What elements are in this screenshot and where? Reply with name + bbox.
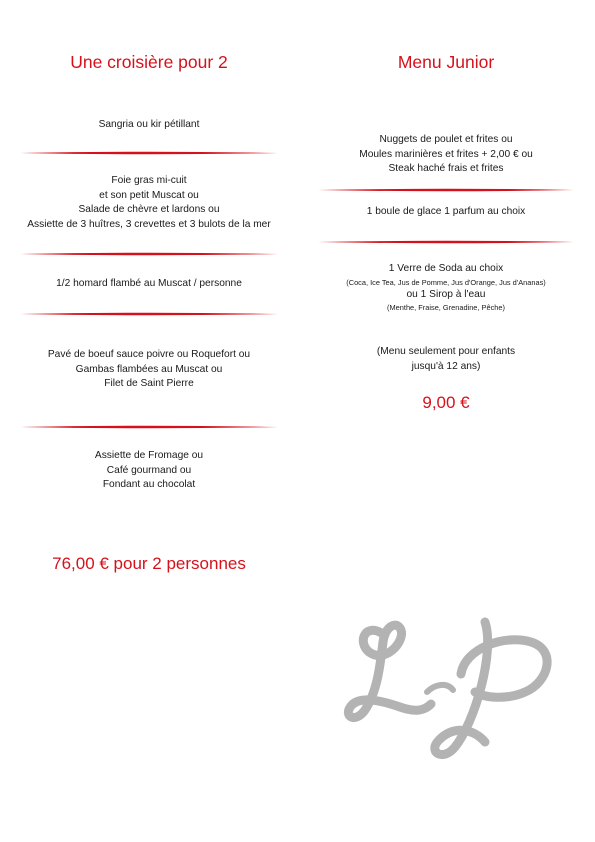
course-line: Fondant au chocolat	[102, 479, 196, 491]
left-menu-price: 76,00 € pour 2 personnes	[52, 554, 246, 573]
course-line: Moules marinières et frites + 2,00 € ou	[359, 148, 533, 160]
course-line: Café gourmand ou	[106, 464, 192, 476]
right-course-4	[318, 345, 574, 374]
course-line: Filet de Saint Pierre	[104, 378, 194, 390]
course-line: ou 1 Sirop à l'eau	[406, 288, 486, 300]
course-line: jusqu'à 12 ans)	[411, 360, 481, 372]
course-line: 1 Verre de Soda au choix	[388, 263, 504, 274]
course-line: (Menu seulement pour enfants	[376, 346, 516, 357]
course-line: Foie gras mi-cuit	[111, 175, 187, 186]
course-line: Assiette de Fromage ou	[94, 450, 204, 461]
course-line: Salade de chèvre et lardons ou	[78, 204, 220, 216]
course-line: Pavé de boeuf sauce poivre ou Roquefort ou	[47, 349, 251, 360]
right-menu-price: 9,00 €	[422, 393, 470, 412]
soda-options: (Coca, Ice Tea, Jus de Pomme, Jus d'Orange, Jus d'Ananas)	[346, 277, 546, 287]
left-menu-title: Une croisière pour 2	[70, 52, 228, 72]
divider	[20, 312, 278, 316]
left-course-1	[20, 118, 278, 133]
course-line: Nuggets de poulet et frites ou	[379, 134, 513, 145]
divider	[318, 240, 574, 244]
right-course-2	[318, 205, 574, 220]
lp-monogram-icon	[335, 612, 560, 772]
divider	[20, 425, 278, 429]
right-course-3	[318, 262, 574, 313]
course-line: Steak haché frais et frites	[388, 163, 504, 175]
course-line: Sangria ou kir pétillant	[98, 119, 200, 130]
divider	[20, 252, 278, 256]
course-line: Gambas flambées au Muscat ou	[75, 363, 223, 375]
course-line: 1 boule de glace 1 parfum au choix	[366, 206, 526, 217]
syrup-options: (Menthe, Fraise, Grenadine, Pêche)	[387, 303, 505, 313]
left-course-2	[14, 174, 284, 232]
divider	[20, 151, 278, 155]
left-course-5	[20, 449, 278, 493]
left-course-4	[20, 348, 278, 392]
divider	[318, 188, 574, 192]
right-course-1	[318, 133, 574, 177]
course-line: et son petit Muscat ou	[99, 189, 199, 201]
course-line: Assiette de 3 huîtres, 3 crevettes et 3 bulots de la mer	[27, 218, 271, 230]
right-menu-title: Menu Junior	[397, 52, 495, 72]
course-line: 1/2 homard flambé au Muscat / personne	[56, 278, 242, 289]
left-course-3	[20, 277, 278, 292]
lp-monogram-logo	[335, 612, 560, 772]
